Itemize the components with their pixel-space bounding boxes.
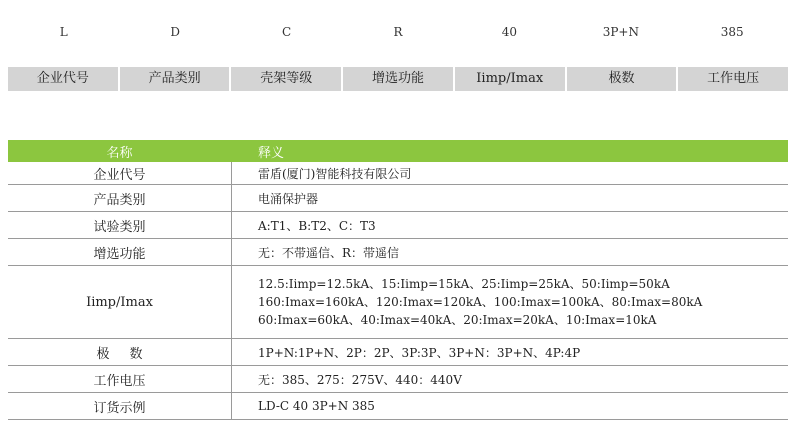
meaning-table: [8, 140, 788, 420]
header-meaning: 释义: [258, 145, 285, 161]
model-label-bar: [8, 67, 788, 91]
row-meaning: [232, 212, 788, 238]
label-voltage: 工作电压: [676, 67, 788, 91]
table-row: [8, 239, 788, 266]
meaning-line: 电涌保护器: [258, 191, 319, 206]
meaning-line: 无：385、275：275V、440：440V: [258, 372, 462, 387]
header-name: 名称: [106, 145, 133, 161]
table-header: [8, 140, 788, 162]
row-name: 增选功能: [8, 239, 232, 265]
row-name-text: 极数: [96, 346, 163, 362]
meaning-line: LD-C 40 3P+N 385: [258, 399, 375, 413]
code-company: L: [59, 25, 68, 39]
label-poles: 极数: [565, 67, 677, 91]
meaning-line: 雷盾(厦门)智能科技有限公司: [258, 166, 412, 181]
code-product: D: [170, 25, 180, 39]
table-row: [8, 162, 788, 185]
row-meaning: [232, 366, 788, 392]
model-code-row: [8, 22, 788, 42]
meaning-line: 160:Imax=160kA、120:Imax=120kA、100:Imax=100kA、80:Imax=80kA: [258, 295, 703, 309]
row-name: 试验类别: [8, 212, 232, 238]
meaning-line: 1P+N:1P+N、2P：2P、3P:3P、3P+N：3P+N、4P:4P: [258, 345, 581, 360]
table-row: [8, 366, 788, 393]
row-name: 企业代号: [8, 162, 232, 184]
table-row: [8, 185, 788, 212]
row-name: 订货示例: [8, 393, 232, 419]
row-name: 工作电压: [8, 366, 232, 392]
code-frame: C: [281, 25, 292, 39]
code-poles: 3P+N: [602, 25, 639, 39]
label-function: 增选功能: [341, 67, 453, 91]
row-meaning: [232, 339, 788, 365]
label-current: Iimp/Imax: [453, 67, 565, 91]
table-row: [8, 266, 788, 339]
code-voltage: 385: [720, 25, 744, 39]
table-row: [8, 212, 788, 239]
row-meaning: [232, 393, 788, 419]
code-function: R: [393, 25, 403, 39]
meaning-line: 无：不带遥信、R：带遥信: [258, 245, 400, 260]
label-frame: 壳架等级: [229, 67, 341, 91]
meaning-line: 12.5:Iimp=12.5kA、15:Iimp=15kA、25:Iimp=25kA、50:Iimp=50kA: [258, 277, 670, 291]
row-meaning: [232, 239, 788, 265]
row-name: [8, 339, 232, 365]
row-name: Iimp/Imax: [8, 266, 232, 338]
table-row: [8, 339, 788, 366]
row-meaning: [232, 266, 788, 338]
table-row: [8, 393, 788, 420]
row-meaning: [232, 162, 788, 184]
code-current: 40: [501, 25, 518, 39]
meaning-line: A:T1、B:T2、C：T3: [258, 218, 376, 233]
row-name: 产品类别: [8, 185, 232, 211]
meaning-line: 60:Imax=60kA、40:Imax=40kA、20:Imax=20kA、10:Imax=10kA: [258, 313, 657, 327]
label-product: 产品类别: [118, 67, 230, 91]
row-meaning: [232, 185, 788, 211]
label-company: 企业代号: [8, 67, 118, 91]
